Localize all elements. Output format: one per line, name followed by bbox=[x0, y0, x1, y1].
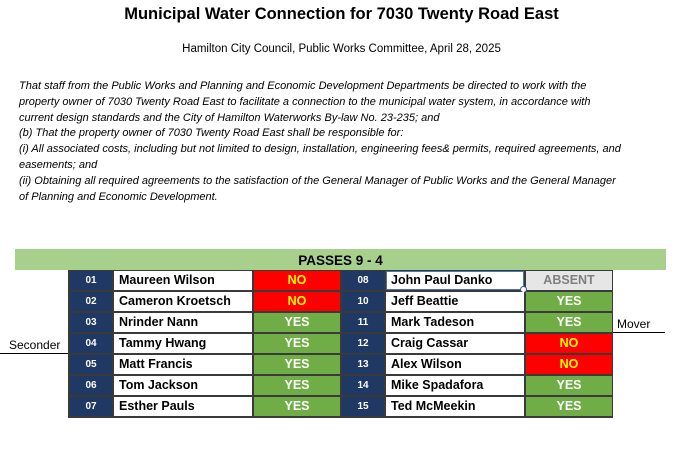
vote-cell: NO bbox=[254, 271, 340, 290]
councillor-ward-number: 06 bbox=[70, 376, 112, 395]
councillor-ward-number: 02 bbox=[70, 292, 112, 311]
councillor-name: Matt Francis bbox=[114, 355, 252, 374]
councillor-name: Craig Cassar bbox=[386, 334, 524, 353]
councillor-name: Esther Pauls bbox=[114, 397, 252, 416]
councillor-ward-number: 13 bbox=[342, 355, 384, 374]
motion-line: That staff from the Public Works and Planning and Economic Development Departments be directed to work with the bbox=[19, 80, 587, 92]
vote-cell: NO bbox=[526, 355, 612, 374]
motion-line: (i) All associated costs, including but not limited to design, installation, engineering fees& permits, required agreements, and bbox=[19, 143, 621, 156]
vote-cell: YES bbox=[254, 355, 340, 374]
councillor-name: Mike Spadafora bbox=[386, 376, 524, 395]
mover-label: Mover bbox=[617, 317, 651, 331]
councillor-name: Ted McMeekin bbox=[386, 397, 524, 416]
vote-cell: YES bbox=[526, 292, 612, 311]
meeting-subtitle: Hamilton City Council, Public Works Committee, April 28, 2025 bbox=[182, 43, 501, 55]
councillor-name: Cameron Kroetsch bbox=[114, 292, 252, 311]
motion-text bbox=[19, 79, 674, 205]
councillor-ward-number: 15 bbox=[342, 397, 384, 416]
councillor-name: Nrinder Nann bbox=[114, 313, 252, 332]
vote-cell: YES bbox=[526, 313, 612, 332]
seconder-label: Seconder bbox=[9, 338, 61, 352]
motion-line: (ii) Obtaining all required agreements to the satisfaction of the General Manager of Public Works and the General Manager bbox=[19, 174, 616, 187]
councillor-ward-number: 10 bbox=[342, 292, 384, 311]
vote-cell: YES bbox=[254, 376, 340, 395]
councillor-ward-number: 08 bbox=[342, 271, 384, 290]
councillor-name: Tom Jackson bbox=[114, 376, 252, 395]
vote-result-banner: PASSES 9 - 4 bbox=[15, 249, 666, 270]
councillor-ward-number: 03 bbox=[70, 313, 112, 332]
vote-cell: NO bbox=[526, 334, 612, 353]
seconder-underline bbox=[0, 353, 68, 354]
vote-cell: YES bbox=[526, 397, 612, 416]
councillor-ward-number: 04 bbox=[70, 334, 112, 353]
motion-line: (b) That the property owner of 7030 Twenty Road East shall be responsible for: bbox=[19, 127, 404, 140]
vote-cell: YES bbox=[254, 397, 340, 416]
councillor-name: Maureen Wilson bbox=[114, 271, 252, 290]
vote-cell: YES bbox=[254, 334, 340, 353]
motion-line: current design standards and the City of Hamilton Waterworks By-law No. 23-235; and bbox=[19, 111, 440, 124]
motion-line: property owner of 7030 Twenty Road East to facilitate a connection to the municipal water system, in accordance with bbox=[19, 95, 591, 108]
councillor-name: Mark Tadeson bbox=[386, 313, 524, 332]
councillor-ward-number: 07 bbox=[70, 397, 112, 416]
councillor-ward-number: 11 bbox=[342, 313, 384, 332]
councillor-ward-number: 01 bbox=[70, 271, 112, 290]
councillor-name: Alex Wilson bbox=[386, 355, 524, 374]
mover-underline bbox=[613, 332, 665, 333]
vote-cell: YES bbox=[526, 376, 612, 395]
councillor-ward-number: 12 bbox=[342, 334, 384, 353]
councillor-name: Tammy Hwang bbox=[114, 334, 252, 353]
councillor-name: Jeff Beattie bbox=[386, 292, 524, 311]
councillor-ward-number: 05 bbox=[70, 355, 112, 374]
vote-table bbox=[68, 270, 613, 418]
vote-cell: ABSENT bbox=[526, 271, 612, 290]
councillor-name: John Paul Danko bbox=[386, 271, 524, 290]
motion-line: easements; and bbox=[19, 158, 98, 171]
document-title: Municipal Water Connection for 7030 Twenty Road East bbox=[124, 5, 559, 23]
vote-cell: NO bbox=[254, 292, 340, 311]
motion-line: of Planning and Economic Development. bbox=[19, 190, 218, 203]
vote-cell: YES bbox=[254, 313, 340, 332]
councillor-ward-number: 14 bbox=[342, 376, 384, 395]
